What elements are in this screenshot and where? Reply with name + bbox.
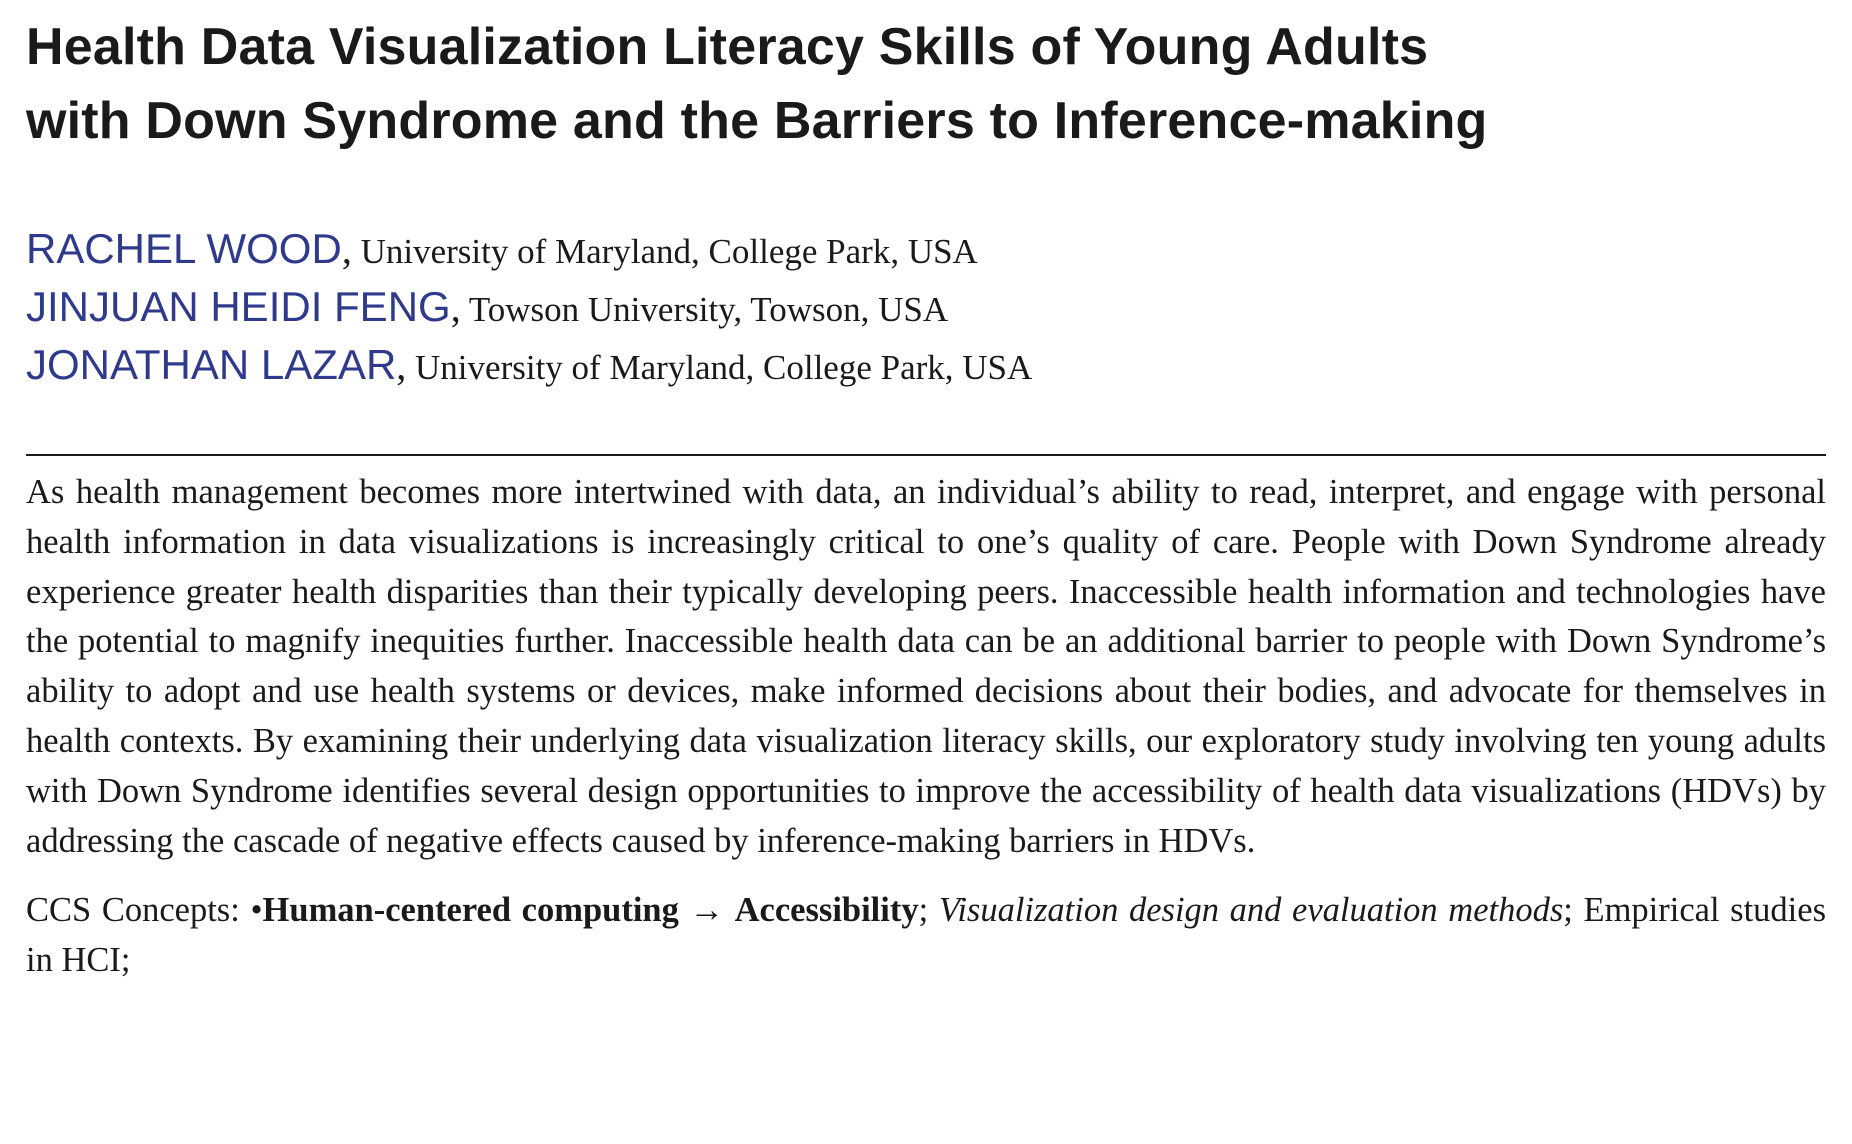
paper-page [26, 10, 1826, 986]
ccs-separator: ; [918, 891, 929, 930]
author-name: JONATHAN LAZAR [26, 341, 397, 388]
paper-title [26, 10, 1826, 158]
author-name: JINJUAN HEIDI FENG [26, 283, 451, 330]
ccs-term-plain: Empirical studies in HCI [26, 891, 1827, 980]
author-separator: , [341, 227, 352, 272]
ccs-term-primary: Human-centered computing [262, 891, 679, 930]
paper-title-line-2: with Down Syndrome and the Barriers to Inference-making [26, 92, 1488, 150]
author-entry [26, 278, 1826, 336]
ccs-term-secondary: Accessibility [734, 891, 919, 930]
author-entry [26, 220, 1826, 278]
author-separator: , [450, 285, 461, 330]
author-separator: , [396, 343, 407, 388]
author-list [26, 220, 1826, 394]
ccs-bullet: • [250, 891, 263, 930]
ccs-separator: ; [1563, 891, 1573, 930]
author-affiliation: University of Maryland, College Park, USA [351, 232, 978, 271]
author-entry [26, 336, 1826, 394]
ccs-term-italic: Visualization design and evaluation methods [938, 891, 1564, 930]
author-affiliation: Towson University, Towson, USA [460, 290, 949, 329]
author-name: RACHEL WOOD [26, 225, 342, 272]
abstract-divider [26, 454, 1826, 456]
ccs-concepts [26, 886, 1826, 986]
ccs-separator: ; [120, 941, 131, 980]
abstract-text: As health management becomes more intertwined with data, an individual’s ability to read, interpret, and engage with personal health information in data visualizations is increasingly critical to one’s quality of care. People with Down Syndrome already experience greater health disparities than their typically developing peers. Inaccessible health information and technologies have the potential to magnify inequities further. Inaccessible health data can be an additional barrier to people with Down Syndrome’s ability to adopt and use health systems or devices, make informed decisions about their bodies, and advocate for themselves in health contexts. By examining their underlying data visualization literacy skills, our exploratory study involving ten young adults with Down Syndrome identifies several design opportunities to improve the accessibility of health data visualizations (HDVs) by addressing the cascade of negative effects caused by inference-making barriers in HDVs. [26, 473, 1826, 860]
author-affiliation: University of Maryland, College Park, USA [406, 348, 1033, 387]
ccs-arrow: → [689, 891, 724, 930]
ccs-label: CCS Concepts: [26, 891, 240, 930]
paper-title-line-1: Health Data Visualization Literacy Skills of Young Adults [26, 18, 1429, 76]
